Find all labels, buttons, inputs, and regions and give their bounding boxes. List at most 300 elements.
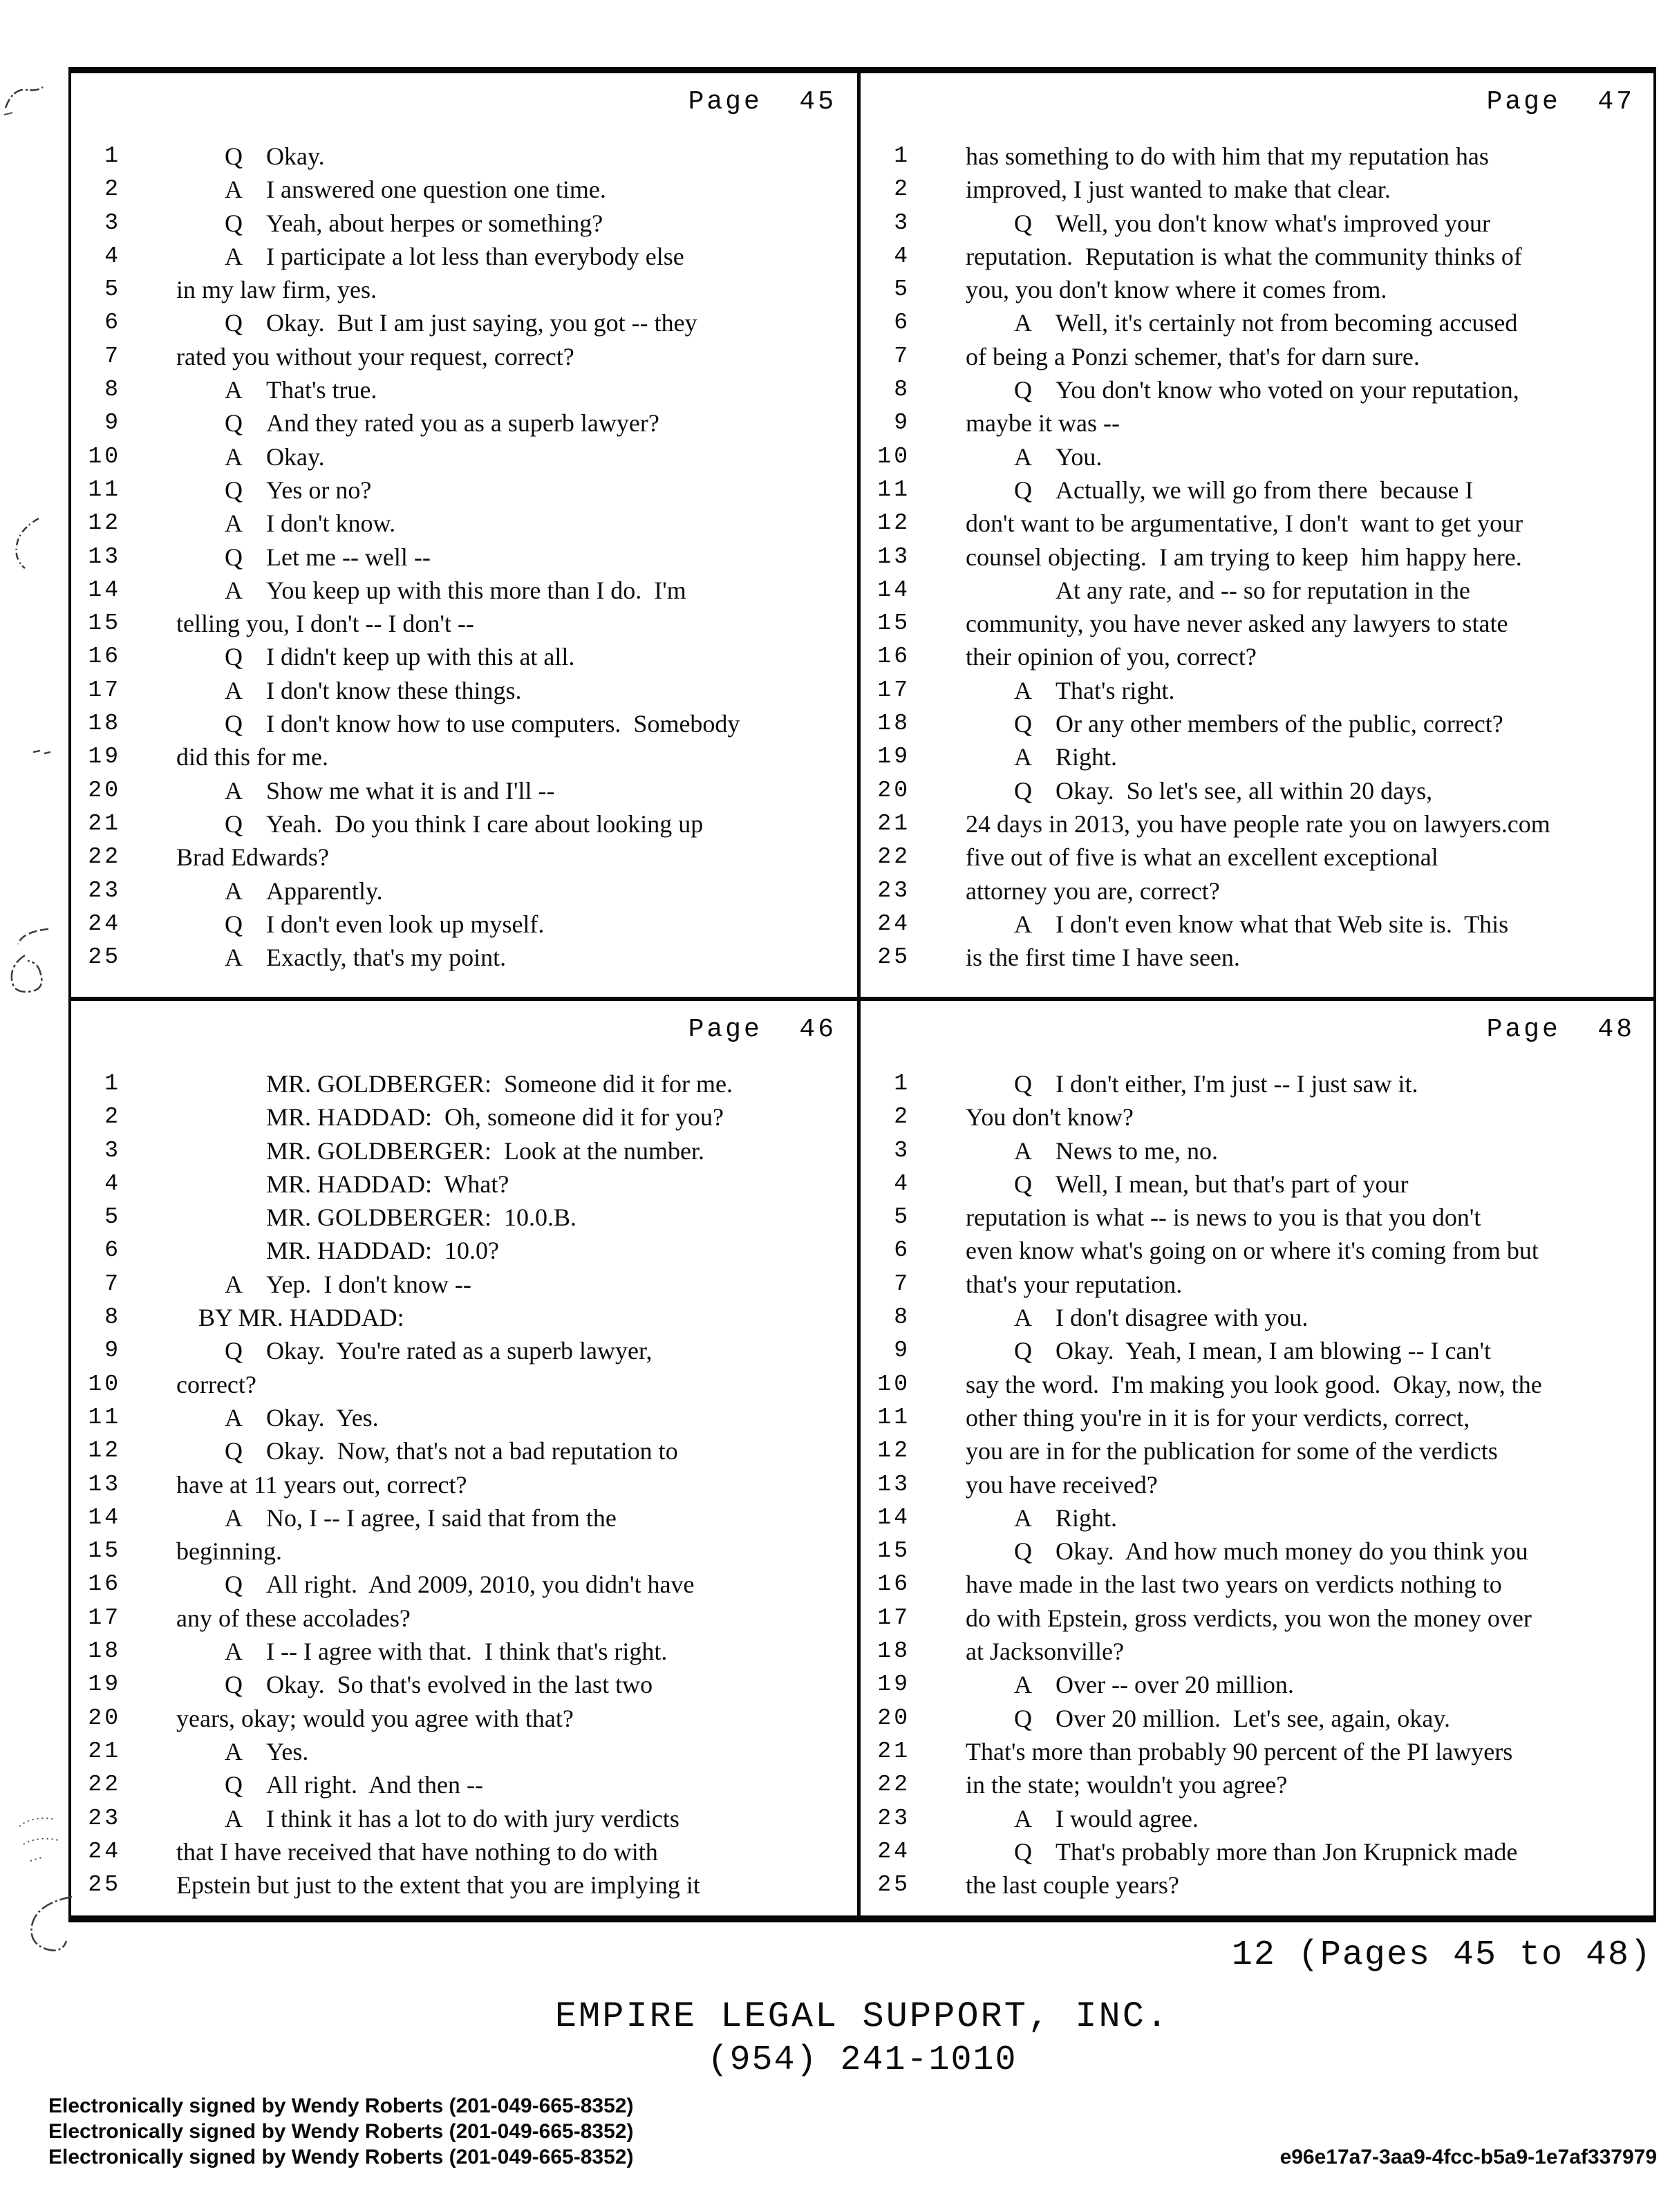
line-text: did this for me. xyxy=(176,743,328,771)
transcript-line xyxy=(861,908,1655,941)
page-47-header: Page 47 xyxy=(1486,87,1635,117)
line-text: Q Okay. And how much money do you think you xyxy=(1014,1535,1528,1568)
line-text: That's more than probably 90 percent of the PI lawyers xyxy=(966,1737,1513,1765)
line-text: improved, I just wanted to make that clear. xyxy=(966,176,1391,204)
line-text: telling you, I don't -- I don't -- xyxy=(176,610,474,638)
line-text: other thing you're in it is for your verdicts, correct, xyxy=(966,1403,1470,1432)
line-number: 11 xyxy=(88,1404,121,1430)
footer-page-range: 12 (Pages 45 to 48) xyxy=(1231,1936,1652,1975)
qa-marker: Q xyxy=(225,809,243,838)
transcript-line xyxy=(71,740,857,774)
transcript-line xyxy=(71,1501,857,1535)
qa-marker: A xyxy=(1014,1671,1032,1699)
transcript-line xyxy=(71,140,857,173)
line-number: 17 xyxy=(88,677,121,703)
line-text: A Show me what it is and I'll -- xyxy=(225,774,554,807)
transcript-line xyxy=(861,240,1655,273)
line-number: 21 xyxy=(877,1738,910,1764)
line-text: Q Well, I mean, but that's part of your xyxy=(1014,1168,1408,1201)
line-text: A You. xyxy=(1014,440,1102,474)
line-number: 15 xyxy=(88,1538,121,1564)
line-number: 19 xyxy=(877,744,910,770)
line-number: 8 xyxy=(894,377,910,403)
line-text: A That's true. xyxy=(225,373,377,406)
line-text: Q Okay. Yeah, I mean, I am blowing -- I can't xyxy=(1014,1334,1491,1367)
transcript-line xyxy=(71,1568,857,1601)
qa-marker: Q xyxy=(1014,1337,1032,1365)
line-number: 19 xyxy=(88,744,121,770)
line-number: 2 xyxy=(894,1104,910,1130)
transcript-line xyxy=(71,406,857,440)
transcript-line xyxy=(861,1468,1655,1501)
line-text: A Okay. xyxy=(225,440,325,474)
line-number: 16 xyxy=(877,644,910,670)
line-text: that I have received that have nothing to do with xyxy=(176,1837,658,1866)
line-text: A No, I -- I agree, I said that from the xyxy=(225,1501,617,1535)
line-number: 25 xyxy=(88,944,121,971)
transcript-line xyxy=(71,1100,857,1134)
line-number: 23 xyxy=(877,877,910,903)
line-text: A I answered one question one time. xyxy=(225,173,606,206)
line-number: 3 xyxy=(894,209,910,236)
page-47-lines xyxy=(861,140,1655,974)
line-text: BY MR. HADDAD: xyxy=(198,1304,404,1332)
transcript-line xyxy=(861,1134,1655,1168)
transcript-line xyxy=(861,1768,1655,1801)
qa-marker: A xyxy=(225,1403,243,1432)
qa-marker: A xyxy=(225,1638,243,1666)
transcript-line xyxy=(861,841,1655,874)
transcript-line xyxy=(861,1201,1655,1234)
line-text: Q Okay. So let's see, all within 20 days, xyxy=(1014,774,1432,807)
transcript-line xyxy=(861,373,1655,406)
line-text: their opinion of you, correct? xyxy=(966,643,1257,671)
transcript-line xyxy=(861,1434,1655,1468)
line-text: in my law firm, yes. xyxy=(176,276,377,304)
transcript-sheet xyxy=(68,67,1656,1922)
transcript-line xyxy=(861,1301,1655,1334)
line-text: correct? xyxy=(176,1370,256,1398)
line-number: 12 xyxy=(877,1438,910,1464)
qa-marker: A xyxy=(225,1503,243,1532)
line-text: A I think it has a lot to do with jury verdicts xyxy=(225,1802,679,1835)
line-text: A I -- I agree with that. I think that's right. xyxy=(225,1635,667,1668)
line-number: 18 xyxy=(88,711,121,737)
line-number: 10 xyxy=(88,1371,121,1397)
transcript-line xyxy=(71,507,857,540)
line-text: have made in the last two years on verdicts nothing to xyxy=(966,1571,1502,1599)
qa-marker: Q xyxy=(1014,1070,1032,1098)
signature-line: Electronically signed by Wendy Roberts (201-049-665-8352) xyxy=(48,2094,634,2117)
line-text: A I don't know. xyxy=(225,507,395,540)
line-number: 12 xyxy=(88,510,121,536)
qa-marker: Q xyxy=(225,1571,243,1599)
transcript-line xyxy=(861,1067,1655,1100)
line-text: counsel objecting. I am trying to keep him happy here. xyxy=(966,543,1522,571)
transcript-line xyxy=(861,1168,1655,1201)
qa-marker: Q xyxy=(225,910,243,938)
line-number: 5 xyxy=(894,276,910,303)
line-text: MR. HADDAD: Oh, someone did it for you? xyxy=(266,1103,724,1132)
line-text: Q All right. And 2009, 2010, you didn't have xyxy=(225,1568,694,1601)
transcript-line xyxy=(861,306,1655,339)
transcript-line xyxy=(861,1334,1655,1367)
line-text: Brad Edwards? xyxy=(176,843,329,872)
transcript-line xyxy=(71,1468,857,1501)
qa-marker: Q xyxy=(225,1437,243,1465)
line-number: 8 xyxy=(894,1304,910,1331)
line-number: 16 xyxy=(88,644,121,670)
transcript-line xyxy=(861,1602,1655,1635)
line-number: 6 xyxy=(104,1237,121,1264)
line-number: 24 xyxy=(877,1838,910,1864)
qa-marker: A xyxy=(225,509,243,538)
qa-marker: Q xyxy=(225,1337,243,1365)
qa-marker: A xyxy=(1014,1503,1032,1532)
line-text: reputation is what -- is news to you is that you don't xyxy=(966,1203,1481,1232)
qa-marker: Q xyxy=(1014,209,1032,237)
line-text: don't want to be argumentative, I don't want to get your xyxy=(966,509,1523,538)
page-46-lines xyxy=(71,1067,857,1902)
qa-marker: Q xyxy=(1014,1537,1032,1566)
line-text: MR. HADDAD: 10.0? xyxy=(266,1237,499,1265)
line-text: community, you have never asked any lawyers to state xyxy=(966,610,1508,638)
transcript-line xyxy=(861,1368,1655,1401)
line-text: is the first time I have seen. xyxy=(966,944,1240,972)
line-number: 20 xyxy=(88,777,121,803)
line-text: you, you don't know where it comes from. xyxy=(966,276,1387,304)
line-text: Q And they rated you as a superb lawyer? xyxy=(225,406,659,440)
page-46 xyxy=(71,1001,857,1924)
line-number: 25 xyxy=(877,944,910,971)
qa-marker: A xyxy=(225,1270,243,1298)
line-text: even know what's going on or where it's coming from but xyxy=(966,1237,1539,1265)
transcript-line xyxy=(71,240,857,273)
line-text: A I would agree. xyxy=(1014,1802,1199,1835)
page-46-header: Page 46 xyxy=(688,1015,836,1044)
line-number: 4 xyxy=(894,243,910,269)
transcript-line xyxy=(861,1234,1655,1267)
line-text: A Exactly, that's my point. xyxy=(225,941,506,974)
transcript-line xyxy=(861,707,1655,740)
line-text: Q Actually, we will go from there because I xyxy=(1014,474,1473,507)
line-number: 18 xyxy=(88,1638,121,1665)
transcript-line xyxy=(71,874,857,908)
transcript-line xyxy=(861,140,1655,173)
transcript-line xyxy=(861,874,1655,908)
line-text: Q Over 20 million. Let's see, again, okay. xyxy=(1014,1702,1450,1735)
line-text: do with Epstein, gross verdicts, you won the money over xyxy=(966,1604,1532,1632)
line-number: 13 xyxy=(877,543,910,570)
qa-marker: A xyxy=(225,376,243,404)
qa-marker: A xyxy=(1014,1136,1032,1165)
transcript-line xyxy=(861,941,1655,974)
line-number: 9 xyxy=(104,410,121,436)
line-text: any of these accolades? xyxy=(176,1604,411,1632)
transcript-line xyxy=(71,1334,857,1367)
line-text: A News to me, no. xyxy=(1014,1134,1218,1168)
line-text: A Okay. Yes. xyxy=(225,1401,379,1434)
line-text: Q Let me -- well -- xyxy=(225,541,431,574)
line-number: 14 xyxy=(877,1504,910,1530)
transcript-line xyxy=(861,1802,1655,1835)
transcript-line xyxy=(71,1702,857,1735)
transcript-line xyxy=(861,1668,1655,1701)
line-number: 21 xyxy=(88,810,121,836)
qa-marker: A xyxy=(1014,1304,1032,1332)
line-number: 13 xyxy=(88,1471,121,1497)
line-number: 20 xyxy=(877,1705,910,1731)
qa-marker: A xyxy=(225,242,243,270)
transcript-line xyxy=(71,1234,857,1267)
line-text: reputation. Reputation is what the community thinks of xyxy=(966,242,1522,270)
transcript-line xyxy=(861,474,1655,507)
qa-marker: Q xyxy=(225,710,243,738)
transcript-line xyxy=(71,607,857,640)
line-text: Q You don't know who voted on your reputation, xyxy=(1014,373,1519,406)
page-45 xyxy=(71,73,857,997)
line-number: 3 xyxy=(104,1137,121,1163)
line-text: Q I don't even look up myself. xyxy=(225,908,544,941)
line-number: 24 xyxy=(88,910,121,937)
line-text: that's your reputation. xyxy=(966,1270,1183,1298)
line-text: A Yep. I don't know -- xyxy=(225,1268,471,1301)
qa-marker: Q xyxy=(1014,376,1032,404)
page-48-header: Page 48 xyxy=(1486,1015,1635,1044)
transcript-line xyxy=(861,1568,1655,1601)
line-text: attorney you are, correct? xyxy=(966,877,1220,905)
transcript-line xyxy=(861,273,1655,306)
line-number: 2 xyxy=(894,176,910,203)
transcript-line xyxy=(71,474,857,507)
line-text: A I participate a lot less than everybody else xyxy=(225,240,684,273)
line-text: the last couple years? xyxy=(966,1871,1179,1900)
transcript-line xyxy=(71,1735,857,1768)
line-text: has something to do with him that my reputation has xyxy=(966,142,1489,170)
line-text: MR. GOLDBERGER: Look at the number. xyxy=(266,1136,704,1165)
line-number: 21 xyxy=(877,810,910,836)
transcript-line xyxy=(71,841,857,874)
line-number: 17 xyxy=(88,1604,121,1631)
qa-marker: Q xyxy=(225,543,243,571)
transcript-line xyxy=(71,1434,857,1468)
line-number: 24 xyxy=(88,1838,121,1864)
scan-artifact-dots xyxy=(17,1812,65,1868)
line-text: 24 days in 2013, you have people rate you on lawyers.com xyxy=(966,809,1550,838)
line-text: five out of five is what an excellent exceptional xyxy=(966,843,1438,872)
transcript-line xyxy=(861,1501,1655,1535)
line-number: 10 xyxy=(877,1371,910,1397)
qa-marker: Q xyxy=(225,142,243,170)
line-number: 4 xyxy=(894,1170,910,1197)
qa-marker: A xyxy=(1014,309,1032,337)
line-text: A I don't even know what that Web site is. This xyxy=(1014,908,1508,941)
line-text: have at 11 years out, correct? xyxy=(176,1470,467,1499)
transcript-line xyxy=(861,774,1655,807)
line-text: of being a Ponzi schemer, that's for darn sure. xyxy=(966,342,1420,371)
line-number: 16 xyxy=(877,1571,910,1597)
line-number: 17 xyxy=(877,1604,910,1631)
line-text: Q I don't either, I'm just -- I just saw it. xyxy=(1014,1067,1418,1100)
transcript-line xyxy=(861,740,1655,774)
line-text: A Apparently. xyxy=(225,874,383,908)
qa-marker: Q xyxy=(1014,1170,1032,1198)
line-text: A Right. xyxy=(1014,740,1117,774)
scan-artifact-loop xyxy=(4,925,59,1001)
qa-marker: Q xyxy=(1014,1704,1032,1732)
transcript-line xyxy=(71,574,857,607)
line-text: you are in for the publication for some of the verdicts xyxy=(966,1437,1498,1465)
line-number: 3 xyxy=(894,1137,910,1163)
line-text: at Jacksonville? xyxy=(966,1638,1124,1666)
qa-marker: A xyxy=(225,776,243,805)
line-number: 15 xyxy=(88,610,121,637)
document-id: e96e17a7-3aa9-4fcc-b5a9-1e7af337979 xyxy=(1279,2146,1657,2168)
line-text: Q Or any other members of the public, correct? xyxy=(1014,707,1503,740)
line-text: years, okay; would you agree with that? xyxy=(176,1704,574,1732)
qa-marker: Q xyxy=(225,309,243,337)
transcript-line xyxy=(861,1268,1655,1301)
line-number: 23 xyxy=(88,1805,121,1831)
qa-marker: A xyxy=(1014,442,1032,471)
line-number: 4 xyxy=(104,1170,121,1197)
qa-marker: A xyxy=(225,877,243,905)
transcript-line xyxy=(71,1368,857,1401)
qa-marker: Q xyxy=(225,409,243,438)
qa-marker: A xyxy=(225,676,243,704)
qa-marker: A xyxy=(1014,910,1032,938)
line-number: 22 xyxy=(88,844,121,870)
line-number: 18 xyxy=(877,711,910,737)
transcript-line xyxy=(71,807,857,841)
line-number: 13 xyxy=(877,1471,910,1497)
line-number: 7 xyxy=(104,1271,121,1297)
line-number: 12 xyxy=(877,510,910,536)
transcript-line xyxy=(861,574,1655,607)
line-text: MR. HADDAD: What? xyxy=(266,1170,509,1198)
line-text: Q Yes or no? xyxy=(225,474,371,507)
transcript-line xyxy=(71,1401,857,1434)
line-text: Q Well, you don't know what's improved your xyxy=(1014,207,1490,240)
line-text: MR. GOLDBERGER: Someone did it for me. xyxy=(266,1070,733,1098)
signature-block xyxy=(48,2093,633,2170)
transcript-line xyxy=(71,1535,857,1568)
qa-marker: Q xyxy=(1014,1837,1032,1866)
transcript-line xyxy=(71,1134,857,1168)
transcript-line xyxy=(71,1168,857,1201)
qa-marker: Q xyxy=(225,209,243,237)
line-text: Q Okay. xyxy=(225,140,325,173)
line-number: 7 xyxy=(104,343,121,369)
line-number: 2 xyxy=(104,1104,121,1130)
transcript-line xyxy=(861,607,1655,640)
qa-marker: A xyxy=(225,944,243,972)
line-number: 23 xyxy=(877,1805,910,1831)
line-number: 11 xyxy=(877,476,910,503)
line-number: 17 xyxy=(877,677,910,703)
line-number: 22 xyxy=(877,1772,910,1798)
line-text: Q I didn't keep up with this at all. xyxy=(225,640,574,673)
qa-marker: Q xyxy=(1014,710,1032,738)
transcript-line xyxy=(861,1535,1655,1568)
line-text: A I don't disagree with you. xyxy=(1014,1301,1308,1334)
line-number: 12 xyxy=(88,1438,121,1464)
line-number: 5 xyxy=(894,1204,910,1230)
line-text: Q Okay. So that's evolved in the last two xyxy=(225,1668,653,1701)
line-number: 1 xyxy=(104,1071,121,1096)
line-text: rated you without your request, correct? xyxy=(176,342,574,371)
line-number: 6 xyxy=(894,310,910,336)
line-number: 9 xyxy=(104,1338,121,1364)
line-text: At any rate, and -- so for reputation in the xyxy=(1056,576,1470,604)
line-number: 23 xyxy=(88,877,121,903)
qa-marker: A xyxy=(1014,1804,1032,1833)
line-number: 20 xyxy=(877,777,910,803)
line-number: 13 xyxy=(88,543,121,570)
signature-line: Electronically signed by Wendy Roberts (201-049-665-8352) xyxy=(48,2146,634,2168)
line-number: 8 xyxy=(104,377,121,403)
page-45-header: Page 45 xyxy=(688,87,836,117)
line-number: 10 xyxy=(88,443,121,469)
line-text: A That's right. xyxy=(1014,674,1174,707)
qa-marker: A xyxy=(225,1804,243,1833)
transcript-line xyxy=(861,440,1655,474)
transcript-line xyxy=(71,1868,857,1902)
transcript-line xyxy=(71,1668,857,1701)
line-number: 21 xyxy=(88,1738,121,1764)
line-number: 1 xyxy=(104,143,121,169)
qa-marker: Q xyxy=(225,643,243,671)
transcript-line xyxy=(861,1868,1655,1902)
line-number: 16 xyxy=(88,1571,121,1597)
line-number: 3 xyxy=(104,209,121,236)
line-number: 18 xyxy=(877,1638,910,1665)
transcript-line xyxy=(71,1268,857,1301)
transcript-line xyxy=(71,173,857,206)
line-number: 1 xyxy=(894,143,910,169)
transcript-line xyxy=(861,1835,1655,1868)
line-number: 9 xyxy=(894,1338,910,1364)
transcript-line xyxy=(861,406,1655,440)
transcript-line xyxy=(71,440,857,474)
line-text: A Yes. xyxy=(225,1735,308,1768)
transcript-line xyxy=(71,707,857,740)
qa-marker: A xyxy=(225,1737,243,1765)
qa-marker: A xyxy=(225,442,243,471)
line-number: 15 xyxy=(877,1538,910,1564)
line-text: Q Okay. You're rated as a superb lawyer, xyxy=(225,1334,653,1367)
transcript-line xyxy=(71,674,857,707)
transcript-line xyxy=(71,941,857,974)
line-number: 6 xyxy=(894,1237,910,1264)
qa-marker: A xyxy=(1014,676,1032,704)
transcript-line xyxy=(861,1635,1655,1668)
line-number: 6 xyxy=(104,310,121,336)
transcript-line xyxy=(71,306,857,339)
transcript-line xyxy=(861,541,1655,574)
line-number: 7 xyxy=(894,1271,910,1297)
line-text: Q Okay. But I am just saying, you got -- they xyxy=(225,306,697,339)
line-number: 11 xyxy=(877,1404,910,1430)
transcript-line xyxy=(861,640,1655,673)
qa-marker: A xyxy=(1014,743,1032,771)
line-number: 8 xyxy=(104,1304,121,1331)
line-text: Q That's probably more than Jon Krupnick made xyxy=(1014,1835,1517,1868)
qa-marker: Q xyxy=(225,1771,243,1799)
scan-artifact-dash xyxy=(32,747,53,758)
line-number: 22 xyxy=(877,844,910,870)
transcript-line xyxy=(71,1768,857,1801)
